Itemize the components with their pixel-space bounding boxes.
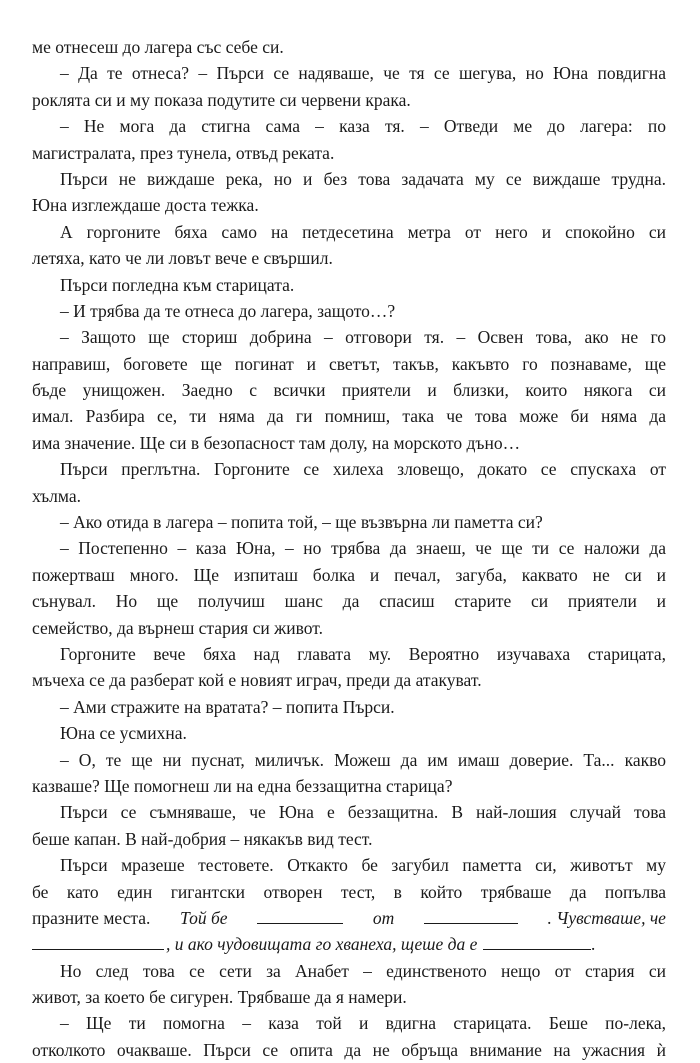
text-line: беше капан. В най-добрия – някакъв вид тест. [32,828,373,849]
text-line: Пърси погледна към старицата. [60,274,295,295]
text-line: – И трябва да те отнеса до лагера, защото…? [60,300,396,321]
text-line: бе като един гигантски отворен тест, в който трябваше да попълва [32,881,666,902]
text-line: Пърси се съмняваше, че Юна е беззащитна. В най-лошия случай това [60,802,666,823]
text-line-with-blanks [32,905,666,931]
text-line: – Защото ще сториш добрина – отговори тя. – Освен това, ако не го [60,327,666,348]
text-line: имал. Разбира се, ти няма да ги помниш, така че това може би няма да [32,406,666,427]
fill-in-blank [257,922,343,924]
italic-fragment: . [591,934,596,955]
text-line: роклята си и му показа подутите си червени крака. [32,89,411,110]
text-line: семейство, да върнеш стария си живот. [32,617,323,638]
text-line: – Ами стражите на вратата? – попита Пърси. [60,696,395,717]
text-line: казваше? Ще помогнеш ли на една беззащитна старица? [32,775,453,796]
text-line: живот, за което бе сигурен. Трябваше да я намери. [32,987,407,1008]
text-line: Но след това се сети за Анабет – единственото нещо от стария си [60,960,666,981]
text-line: ме отнесеш до лагера със себе си. [32,37,284,57]
italic-fragment: . Чувстваше, че [547,907,666,928]
text-line: направиш, боговете ще погинат и светът, такъв, какъвто го познаваме, ще [32,353,666,374]
book-page [32,34,666,1063]
text-line: сънувал. Но ще получиш шанс да спасиш старите си приятели и [32,591,666,612]
italic-fragment: Той бе [180,907,228,928]
text-line: мъчеха се да разберат кой е новият играч, преди да атакуват. [32,670,482,691]
text-line: пожертваш много. Ще изпиташ болка и печал, загуба, каквато не си и [32,564,666,585]
text-line: – О, те ще ни пуснат, миличък. Можеш да им имаш доверие. Та... какво [60,749,666,770]
text-line: – Да те отнеса? – Пърси се надяваше, че тя се шегува, но Юна повдигна [60,63,666,84]
text-line: летяха, като че ли ловът вече е свършил. [32,248,333,269]
text-line: – Ако отида в лагера – попита той, – ще възвърна ли паметта си? [60,512,543,533]
fill-in-blank [483,948,591,950]
text-line: Пърси преглътна. Горгоните се хилеха зловещо, докато се спускаха от [60,459,666,480]
text-line: магистралата, през тунела, отвъд реката. [32,142,335,163]
italic-fragment: , и ако чудовищата го хванеха, щеше да е [166,934,478,955]
text-fragment: празните места. [32,907,151,928]
text-line: А горгоните бяха само на петдесетина метра от него и спокойно си [60,221,666,242]
text-line: отколкото очакваше. Пърси се опита да не обръща внимание на ужасния ѝ [32,1039,666,1060]
fill-in-blank [32,948,164,950]
text-line: Пърси не виждаше река, но и без това задачата му се виждаше трудна. [60,168,666,189]
text-line: Юна изглеждаше доста тежка. [32,195,259,216]
text-line: бъде унищожен. Заедно с всички приятели и близки, които някога си [32,380,666,401]
text-line-with-blanks [32,931,666,957]
fill-in-blank [424,922,518,924]
text-line: – Постепенно – каза Юна, – но трябва да знаеш, че ще ти се наложи да [60,538,666,559]
text-line: хълма. [32,485,81,506]
text-line: Пърси мразеше тестовете. Откакто бе загубил паметта си, животът му [60,855,666,876]
italic-fragment: от [372,907,395,928]
text-line: – Ще ти помогна – каза той и вдигна старицата. Беше по-лека, [60,1013,666,1034]
text-line: – Не мога да стигна сама – каза тя. – Отведи ме до лагера: по [60,116,666,137]
text-line: има значение. Ще си в безопасност там долу, на морското дъно… [32,432,521,453]
text-line: Юна се усмихна. [60,723,187,744]
text-line: Горгоните вече бяха над главата му. Вероятно изучаваха старицата, [60,643,666,664]
